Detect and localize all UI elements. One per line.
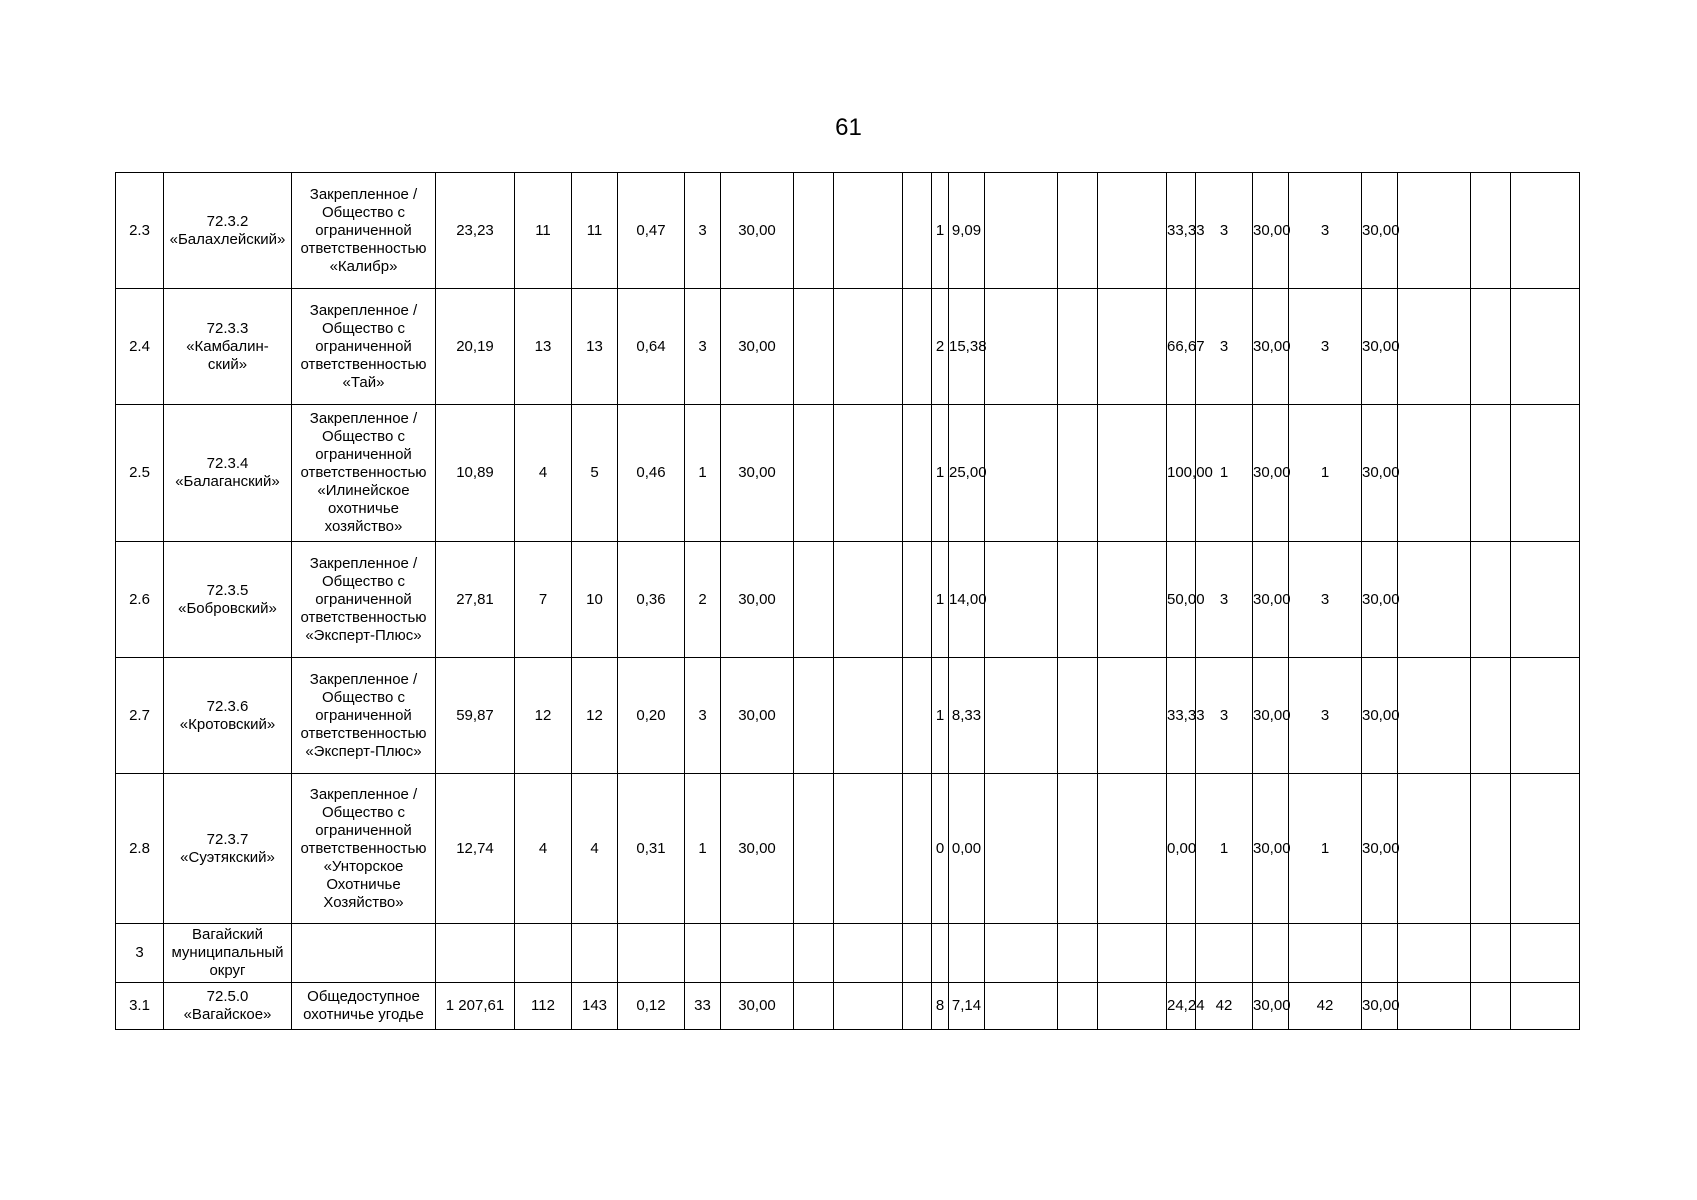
- table-cell-c8: [685, 924, 721, 983]
- table-cell-no: 2.4: [116, 289, 164, 405]
- table-cell-c12: [903, 924, 932, 983]
- table-cell-c13: 1: [932, 658, 949, 774]
- table-cell-c18: 66,67: [1167, 289, 1196, 405]
- table-cell-c23: [1398, 983, 1471, 1030]
- table-cell-c13: 0: [932, 774, 949, 924]
- table-cell-c23: [1398, 658, 1471, 774]
- table-cell-c17: [1098, 542, 1167, 658]
- table-cell-no: 2.3: [116, 173, 164, 289]
- table-cell-area: 72.3.2 «Балахлейский»: [164, 173, 292, 289]
- table-cell-no: 2.6: [116, 542, 164, 658]
- table-cell-c8: 3: [685, 658, 721, 774]
- table-cell-c4: 12,74: [436, 774, 515, 924]
- table-cell-c9: 30,00: [721, 983, 794, 1030]
- table-cell-c7: 0,47: [618, 173, 685, 289]
- table-cell-c20: 30,00: [1253, 542, 1289, 658]
- table-cell-c7: 0,36: [618, 542, 685, 658]
- table-row: [116, 173, 1608, 289]
- table-cell-c22: 30,00: [1362, 173, 1398, 289]
- table-cell-c9: [721, 924, 794, 983]
- table-cell-c7: [618, 924, 685, 983]
- table-cell-c12: [903, 542, 932, 658]
- table-cell-c17: [1098, 774, 1167, 924]
- table-cell-c11: [834, 658, 903, 774]
- table-cell-c21: [1289, 924, 1362, 983]
- table-cell-c17: [1098, 405, 1167, 542]
- table-row: [116, 405, 1608, 542]
- table-cell-c7: 0,46: [618, 405, 685, 542]
- table-cell-c22: 30,00: [1362, 774, 1398, 924]
- table-cell-c14: 7,14: [949, 983, 985, 1030]
- table-cell-c4: 1 207,61: [436, 983, 515, 1030]
- table-cell-c22: 30,00: [1362, 289, 1398, 405]
- table-cell-c14: 0,00: [949, 774, 985, 924]
- table-cell-c13: [932, 924, 949, 983]
- table-row: [116, 983, 1608, 1030]
- table-cell-c10: [794, 405, 834, 542]
- table-cell-c6: 4: [572, 774, 618, 924]
- table-cell-c19: [1196, 924, 1253, 983]
- table-cell-owner: Закрепленное / Общество с ограниченной ответственностью «Унторское Охотничье Хозяйство»: [292, 774, 436, 924]
- table-cell-c17: [1098, 173, 1167, 289]
- table-cell-c6: [572, 924, 618, 983]
- table-cell-c20: 30,00: [1253, 173, 1289, 289]
- table-cell-c4: 59,87: [436, 658, 515, 774]
- table-cell-owner: Общедоступное охотничье угодье: [292, 983, 436, 1030]
- table-cell-c11: [834, 405, 903, 542]
- page-number: 61: [835, 114, 862, 141]
- table-cell-c17: [1098, 658, 1167, 774]
- table-cell-c12: [903, 173, 932, 289]
- table-cell-c20: 30,00: [1253, 983, 1289, 1030]
- table-cell-c17: [1098, 983, 1167, 1030]
- table-cell-c9: 30,00: [721, 658, 794, 774]
- table-cell-c6: 13: [572, 289, 618, 405]
- table-cell-c7: 0,12: [618, 983, 685, 1030]
- table-cell-owner: Закрепленное / Общество с ограниченной ответственностью «Илинейское охотничье хозяйство»: [292, 405, 436, 542]
- table-cell-c10: [794, 173, 834, 289]
- table-cell-c19: 1: [1196, 405, 1253, 542]
- table-cell-c15: [985, 658, 1058, 774]
- table-cell-c10: [794, 774, 834, 924]
- table-cell-c20: 30,00: [1253, 289, 1289, 405]
- data-table: [115, 172, 1608, 1030]
- table-cell-no: 2.5: [116, 405, 164, 542]
- table-cell-c8: 3: [685, 173, 721, 289]
- table-cell-c22: 30,00: [1362, 983, 1398, 1030]
- table-cell-area: Вагайский муниципальный округ: [164, 924, 292, 983]
- table-cell-c25: [1511, 542, 1580, 658]
- table-cell-c8: 1: [685, 774, 721, 924]
- table-cell-c18: 24,24: [1167, 983, 1196, 1030]
- table-cell-c15: [985, 173, 1058, 289]
- table-cell-c9: 30,00: [721, 542, 794, 658]
- table-cell-c13: 1: [932, 542, 949, 658]
- table-cell-c11: [834, 542, 903, 658]
- table-cell-c10: [794, 289, 834, 405]
- table-row: [116, 774, 1608, 924]
- table-cell-c6: 10: [572, 542, 618, 658]
- table-cell-c5: 4: [515, 774, 572, 924]
- table-cell-c5: 11: [515, 173, 572, 289]
- table-cell-c22: 30,00: [1362, 542, 1398, 658]
- table-cell-owner: Закрепленное / Общество с ограниченной ответственностью «Калибр»: [292, 173, 436, 289]
- table-cell-c25: [1511, 924, 1580, 983]
- table-cell-c16: [1058, 658, 1098, 774]
- table-cell-c20: [1253, 924, 1289, 983]
- table-cell-c21: 1: [1289, 405, 1362, 542]
- table-cell-c5: 12: [515, 658, 572, 774]
- table-cell-c24: [1471, 173, 1511, 289]
- table-cell-c24: [1471, 658, 1511, 774]
- table-cell-c4: 27,81: [436, 542, 515, 658]
- table-cell-c21: 3: [1289, 289, 1362, 405]
- table-cell-c23: [1398, 542, 1471, 658]
- table-cell-c20: 30,00: [1253, 405, 1289, 542]
- table-cell-c24: [1471, 983, 1511, 1030]
- table-row: [116, 289, 1608, 405]
- table-cell-c23: [1398, 774, 1471, 924]
- table-cell-c15: [985, 983, 1058, 1030]
- table-cell-c18: 33,33: [1167, 658, 1196, 774]
- table-cell-owner: Закрепленное / Общество с ограниченной ответственностью «Эксперт-Плюс»: [292, 542, 436, 658]
- table-cell-c8: 3: [685, 289, 721, 405]
- table-cell-c18: 0,00: [1167, 774, 1196, 924]
- table-cell-c19: 3: [1196, 542, 1253, 658]
- table-cell-c23: [1398, 405, 1471, 542]
- table-cell-c6: 11: [572, 173, 618, 289]
- table-cell-c7: 0,31: [618, 774, 685, 924]
- table-cell-c5: 7: [515, 542, 572, 658]
- table-cell-c24: [1471, 924, 1511, 983]
- table-cell-c16: [1058, 774, 1098, 924]
- table-cell-c20: 30,00: [1253, 658, 1289, 774]
- table-cell-c5: [515, 924, 572, 983]
- table-cell-c16: [1058, 405, 1098, 542]
- table-cell-no: 3: [116, 924, 164, 983]
- table-cell-c5: 13: [515, 289, 572, 405]
- table-cell-owner: [292, 924, 436, 983]
- table-cell-c6: 5: [572, 405, 618, 542]
- table-cell-c10: [794, 658, 834, 774]
- table-cell-area: 72.5.0 «Вагайское»: [164, 983, 292, 1030]
- table-cell-c16: [1058, 289, 1098, 405]
- table-cell-c13: 8: [932, 983, 949, 1030]
- table-cell-c12: [903, 774, 932, 924]
- table-cell-c25: [1511, 405, 1580, 542]
- table-cell-c22: [1362, 924, 1398, 983]
- table-cell-c12: [903, 289, 932, 405]
- table-cell-c8: 2: [685, 542, 721, 658]
- table-cell-c23: [1398, 924, 1471, 983]
- table-cell-c22: 30,00: [1362, 658, 1398, 774]
- table-cell-c25: [1511, 289, 1580, 405]
- table-cell-no: 2.8: [116, 774, 164, 924]
- table-row: [116, 658, 1608, 774]
- table-cell-c18: 50,00: [1167, 542, 1196, 658]
- table-cell-c13: 2: [932, 289, 949, 405]
- table-cell-c19: 42: [1196, 983, 1253, 1030]
- table-cell-c16: [1058, 924, 1098, 983]
- table-cell-c12: [903, 658, 932, 774]
- table-cell-c19: 3: [1196, 173, 1253, 289]
- table-cell-c23: [1398, 173, 1471, 289]
- table-cell-c14: 14,00: [949, 542, 985, 658]
- table-cell-c11: [834, 924, 903, 983]
- table-cell-c10: [794, 983, 834, 1030]
- table-cell-c11: [834, 289, 903, 405]
- table-cell-c16: [1058, 173, 1098, 289]
- table-cell-c4: 23,23: [436, 173, 515, 289]
- table-cell-c8: 1: [685, 405, 721, 542]
- table-cell-c11: [834, 983, 903, 1030]
- table-cell-c4: 20,19: [436, 289, 515, 405]
- table-cell-c16: [1058, 983, 1098, 1030]
- table-row: [116, 542, 1608, 658]
- table-cell-c4: [436, 924, 515, 983]
- table-cell-c5: 112: [515, 983, 572, 1030]
- table-cell-c18: 100,00: [1167, 405, 1196, 542]
- table-cell-c20: 30,00: [1253, 774, 1289, 924]
- table-cell-c21: 3: [1289, 542, 1362, 658]
- table-cell-c9: 30,00: [721, 289, 794, 405]
- table-cell-c14: 9,09: [949, 173, 985, 289]
- table-cell-c11: [834, 173, 903, 289]
- table-cell-c18: [1167, 924, 1196, 983]
- table-cell-c14: 8,33: [949, 658, 985, 774]
- table-cell-c17: [1098, 289, 1167, 405]
- table-cell-c6: 143: [572, 983, 618, 1030]
- table-cell-c15: [985, 924, 1058, 983]
- table-cell-c14: 25,00: [949, 405, 985, 542]
- table-cell-c12: [903, 983, 932, 1030]
- table-cell-no: 3.1: [116, 983, 164, 1030]
- table-cell-c9: 30,00: [721, 405, 794, 542]
- table-cell-c15: [985, 405, 1058, 542]
- table-cell-owner: Закрепленное / Общество с ограниченной ответственностью «Эксперт-Плюс»: [292, 658, 436, 774]
- table-cell-c21: 3: [1289, 173, 1362, 289]
- table-cell-c15: [985, 289, 1058, 405]
- table-row: [116, 924, 1608, 983]
- table-cell-c19: 3: [1196, 289, 1253, 405]
- table-cell-c5: 4: [515, 405, 572, 542]
- table-cell-c7: 0,64: [618, 289, 685, 405]
- table-cell-c14: [949, 924, 985, 983]
- table-cell-c23: [1398, 289, 1471, 405]
- table-cell-c10: [794, 924, 834, 983]
- table-cell-c19: 1: [1196, 774, 1253, 924]
- table-cell-c9: 30,00: [721, 774, 794, 924]
- table-cell-c15: [985, 542, 1058, 658]
- table-cell-c25: [1511, 658, 1580, 774]
- table-cell-c21: 3: [1289, 658, 1362, 774]
- table-cell-c9: 30,00: [721, 173, 794, 289]
- table-cell-c8: 33: [685, 983, 721, 1030]
- table-cell-c21: 42: [1289, 983, 1362, 1030]
- table-cell-area: 72.3.5 «Бобровский»: [164, 542, 292, 658]
- table-cell-c24: [1471, 289, 1511, 405]
- table-cell-c13: 1: [932, 405, 949, 542]
- table-cell-c14: 15,38: [949, 289, 985, 405]
- table-cell-c7: 0,20: [618, 658, 685, 774]
- table-cell-owner: Закрепленное / Общество с ограниченной ответственностью «Тай»: [292, 289, 436, 405]
- table-cell-area: 72.3.3 «Камбалин- ский»: [164, 289, 292, 405]
- table-cell-c16: [1058, 542, 1098, 658]
- table-cell-c6: 12: [572, 658, 618, 774]
- table-cell-area: 72.3.4 «Балаганский»: [164, 405, 292, 542]
- table-cell-c24: [1471, 774, 1511, 924]
- table-cell-c11: [834, 774, 903, 924]
- table-cell-c4: 10,89: [436, 405, 515, 542]
- table-cell-c13: 1: [932, 173, 949, 289]
- table-cell-c24: [1471, 405, 1511, 542]
- table-cell-c15: [985, 774, 1058, 924]
- table-cell-c19: 3: [1196, 658, 1253, 774]
- table-cell-c10: [794, 542, 834, 658]
- table-cell-c12: [903, 405, 932, 542]
- table-cell-no: 2.7: [116, 658, 164, 774]
- table-cell-c24: [1471, 542, 1511, 658]
- table-cell-c25: [1511, 983, 1580, 1030]
- table-cell-c25: [1511, 173, 1580, 289]
- table-cell-area: 72.3.7 «Суэтякский»: [164, 774, 292, 924]
- table-cell-c17: [1098, 924, 1167, 983]
- table-cell-area: 72.3.6 «Кротовский»: [164, 658, 292, 774]
- table-cell-c21: 1: [1289, 774, 1362, 924]
- table-cell-c22: 30,00: [1362, 405, 1398, 542]
- table-cell-c25: [1511, 774, 1580, 924]
- table-cell-c18: 33,33: [1167, 173, 1196, 289]
